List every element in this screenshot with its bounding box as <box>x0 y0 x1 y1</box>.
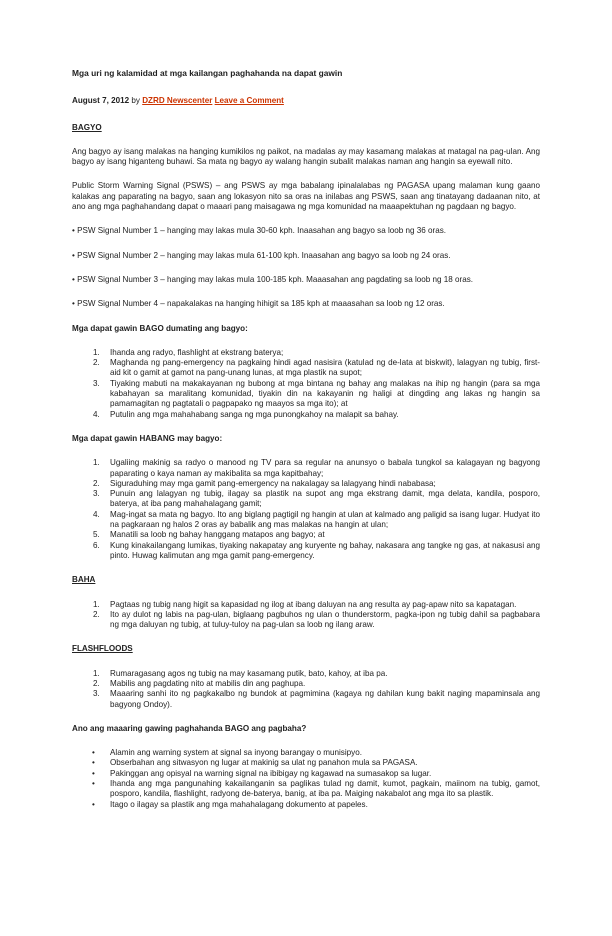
flood-preparation-list <box>72 748 540 810</box>
list-item: 5. Manatili sa loob ng bahay hanggang matapos ang bagyo; at <box>93 530 325 540</box>
list-item: 4. Mag-ingat sa mata ng bagyo. Ito ang biglang pagtigil ng hangin at ulan at kalmado ang paligid sa isang lugar. Hudyat ito na pagkaraan ng halos 2 oras ay babalik ang mas malakas na hangin at ulan; <box>93 509 540 530</box>
list-item: 2. Maghanda ng pang-emergency na pagkaing hindi agad nasisira (katulad ng de-lata at biskwit), lalagyan ng tubig, first-aid kit o gamit at gamot na pang-unang lunas, at mga plastik na supot; <box>93 358 540 378</box>
list-item: 1. Pagtaas ng tubig nang higit sa kapasidad ng ilog at ibang daluyan na ang resulta ay pag-apaw nito sa kapatagan. <box>93 599 517 609</box>
signal-item: • PSW Signal Number 4 – napakalakas na hanging hihigit sa 185 kph at maaasahan sa loob ng 12 oras. <box>72 299 445 309</box>
signal-item: • PSW Signal Number 2 – hanging may lakas mula 61-100 kph. Inaasahan ang bagyo sa loob ng 24 oras. <box>72 250 451 260</box>
section-heading-bagyo: BAGYO <box>72 122 102 132</box>
subheading-flood-preparation: Ano ang maaaring gawing paghahanda BAGO ang pagbaha? <box>72 723 307 733</box>
list-item: 2. Mabilis ang pagdating nito at mabilis din ang paghupa. <box>93 678 306 688</box>
signal-item: • PSW Signal Number 1 – hanging may lakas mula 30-60 kph. Inaasahan ang bagyo sa loob ng 36 oras. <box>72 226 447 236</box>
bullet-icon: • <box>92 758 95 768</box>
bullet-icon: • <box>92 768 95 778</box>
section-heading-baha: BAHA <box>72 575 96 585</box>
list-item: • Obserbahan ang sitwasyon ng lugar at makinig sa ulat ng panahon mula sa PAGASA. <box>92 758 418 768</box>
bullet-icon: • <box>92 799 95 809</box>
before-typhoon-list <box>72 348 540 420</box>
list-item: 6. Kung kinakailangang lumikas, tiyaking nakapatay ang kuryente ng bahay, nakasara ang tangke ng gas, at nakasusi ang pinto. Huwag kalimutan ang mga gamit pang-emergency. <box>93 540 540 560</box>
list-item: 1. Ihanda ang radyo, flashlight at ekstrang baterya; <box>93 347 284 357</box>
paragraph: Public Storm Warning Signal (PSWS) – ang PSWS ay mga babalang ipinalalabas ng PAGASA upang malaman kung gaano kalakas ang paparating na bagyo, saan ang lokasyon nito sa oras na inilabas ang PSWS, saan ang tinatayang dadaanan nito, at ano ang mga paghahandang dapat o maaari pang maisagawa ng mga komunidad na maaapektuhan ng pagdaan ng bagyo. <box>72 181 540 212</box>
during-typhoon-list <box>72 458 540 561</box>
list-item: 3. Maaaring sanhi ito ng pagkakalbo ng bundok at pagmimina (kagaya ng dahilan kung bakit naging mapaminsala ang bagyong Ondoy). <box>93 689 540 709</box>
list-item: 1. Ugaliing makinig sa radyo o manood ng TV para sa regular na anunsyo o babala tungkol sa kalagayan ng bagyong paparating o kaya naman ay makibalita sa mga kapitbahay; <box>93 458 540 478</box>
list-item: 3. Punuin ang lalagyan ng tubig, ilagay sa plastik na supot ang mga ekstrang damit, mga delata, kandila, posporo, baterya, at iba pang mahahalagang gamit; <box>93 489 540 509</box>
baha-list <box>72 600 540 631</box>
leave-comment-link[interactable]: Leave a Comment <box>214 96 284 106</box>
subheading-during-typhoon: Mga dapat gawin HABANG may bagyo: <box>72 433 223 443</box>
list-item: 3. Tiyaking mabuti na makakayanan ng bubong at mga bintana ng bahay ang malakas na ihip ng hangin (para sa mga kabahayan sa maralitang komunidad, tiyakin din na kakayanin ng haligi at dingding ang lakas ng hangin sa pamamagitan ng pagtatali o pagpapako ng maayos sa mga ito); at <box>93 378 540 409</box>
subheading-before-typhoon: Mga dapat gawin BAGO dumating ang bagyo: <box>72 323 248 333</box>
article-title: Mga uri ng kalamidad at mga kailangan paghahanda na dapat gawin <box>72 68 343 78</box>
list-item: • Pakinggan ang opisyal na warning signal na ibibigay ng kagawad na sumasakop sa lugar. <box>92 768 432 778</box>
document <box>72 68 540 824</box>
bullet-icon: • <box>92 779 95 789</box>
list-item: 2. Ito ay dulot ng labis na pag-ulan, biglaang pagbuhos ng ulan o thunderstorm, pagka-ipon ng tubig dahil sa pagbabara ng mga daluyan ng tubig, at tuluy-tuloy na pag-ulan sa loob ng ilang araw. <box>93 609 540 630</box>
list-item: 2. Siguraduhing may mga gamit pang-emergency na nakalagay sa lalagyang hindi nababasa; <box>93 478 436 488</box>
list-item: • Itago o ilagay sa plastik ang mga mahahalagang dokumento at papeles. <box>92 799 368 809</box>
list-item: 1. Rumaragasang agos ng tubig na may kasamang putik, bato, kahoy, at iba pa. <box>93 668 388 678</box>
post-meta <box>72 96 540 106</box>
list-item: 4. Putulin ang mga mahahabang sanga ng mga punongkahoy na malapit sa bahay. <box>93 409 399 419</box>
author-link[interactable]: DZRD Newscenter <box>142 96 213 106</box>
byline-by: by <box>129 96 143 106</box>
bullet-icon: • <box>92 748 95 758</box>
list-item: • Ihanda ang mga pangunahing kakailanganin sa paglikas tulad ng damit, kumot, pagkain, maiinom na tubig, gamot, posporo, kandila, flashlight, radyong de-baterya, banig, at iba pa. Maiging nakabalot ang mga ito sa plastik. <box>92 779 540 799</box>
section-heading-flashfloods: FLASHFLOODS <box>72 644 133 654</box>
signal-item: • PSW Signal Number 3 – hanging may lakas mula 100-185 kph. Maaasahan ang pagdating sa loob ng 18 oras. <box>72 274 474 284</box>
paragraph: Ang bagyo ay isang malakas na hanging kumikilos ng paikot, na madalas ay may kasamang malakas at matagal na pag-ulan. Ang bagyo ay isang higanteng buhawi. Sa mata ng bagyo ay walang hangin subalit malakas naman ang hangin sa eyewall nito. <box>72 146 540 167</box>
list-item: • Alamin ang warning system at signal sa inyong barangay o munisipyo. <box>92 748 362 758</box>
flashfloods-list <box>72 669 540 710</box>
post-date: August 7, 2012 <box>72 96 130 106</box>
